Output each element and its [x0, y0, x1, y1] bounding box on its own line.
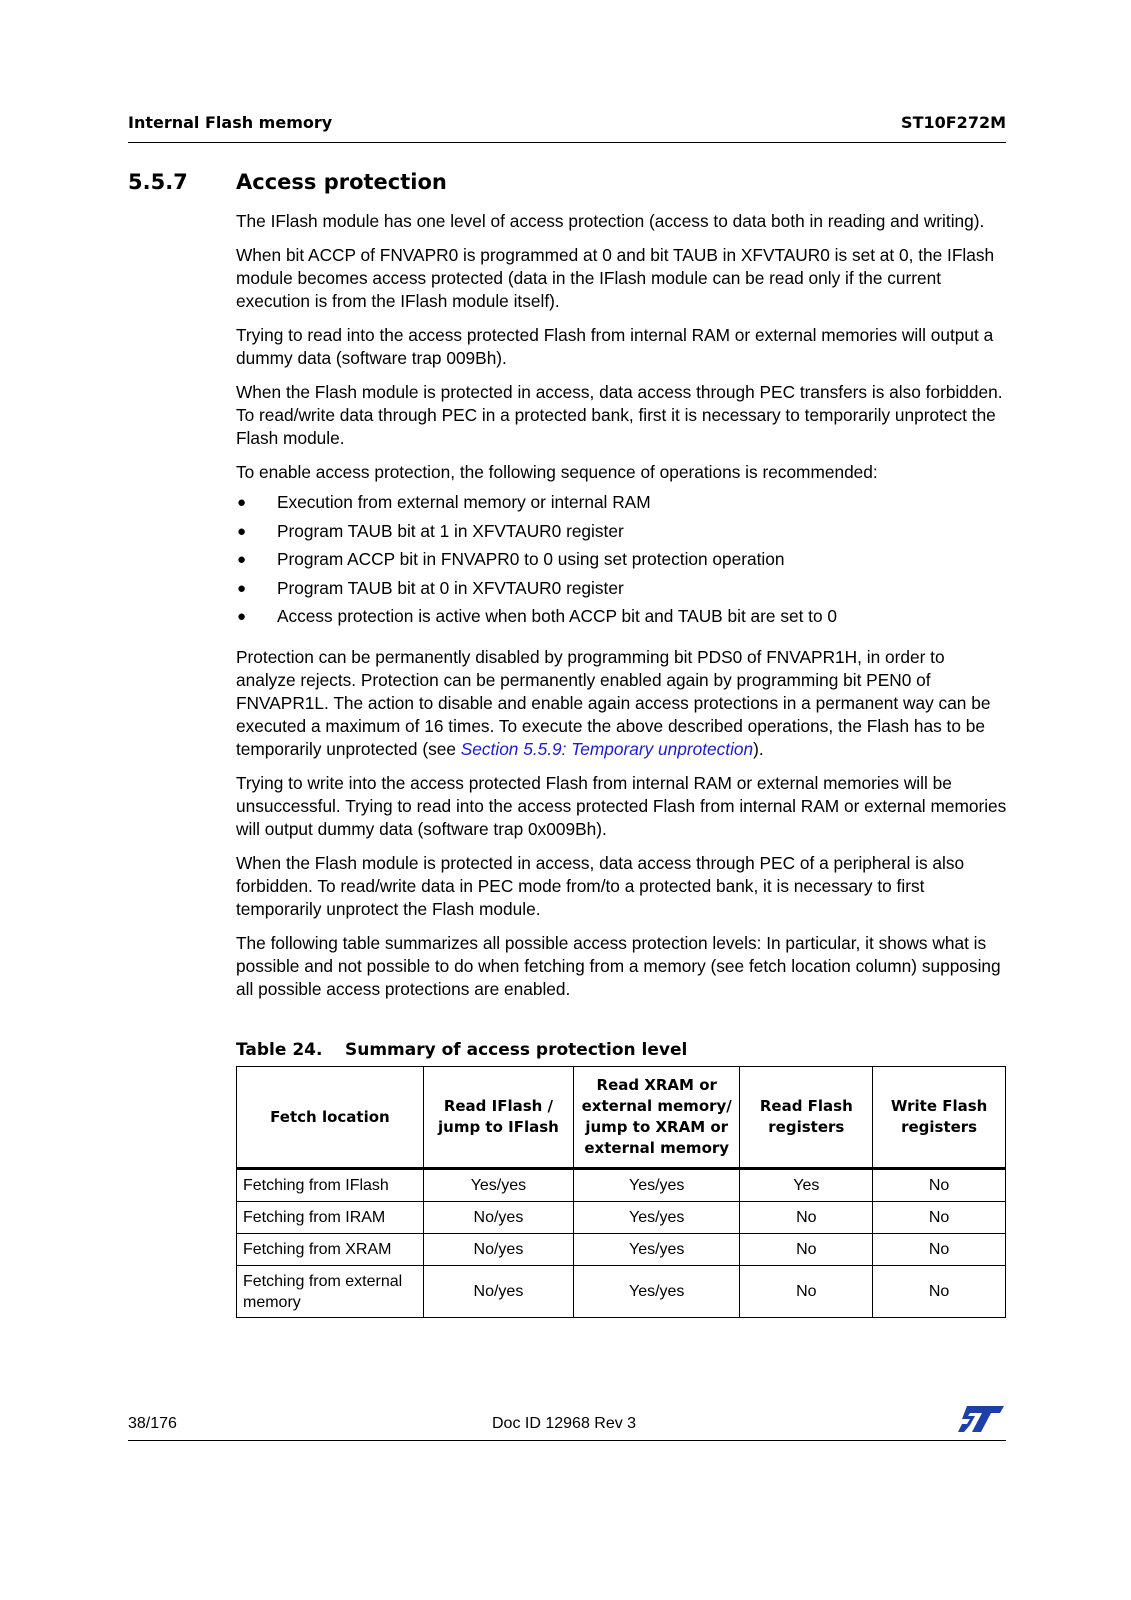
table-cell: Yes — [740, 1169, 873, 1202]
table-cell: Yes/yes — [573, 1169, 739, 1202]
section-heading — [128, 170, 447, 194]
table-cell: Fetching from external memory — [237, 1266, 424, 1318]
section-link[interactable]: Section 5.5.9: Temporary unprotection — [460, 738, 754, 759]
column-header: Write Flash registers — [873, 1067, 1006, 1169]
bullet-icon: ● — [237, 522, 247, 540]
bullet-icon: ● — [237, 579, 247, 597]
sequence-list — [236, 491, 1008, 634]
table-cell: No — [740, 1266, 873, 1318]
paragraph: Protection can be permanently disabled by programming bit PDS0 of FNVAPR1H, in order to analyze rejects. Protection can be permanently enabled again by programming bit PEN0 of FNVAPR1L. The action to disable and enable again access protections in a permanent way can be executed a maximum of 16 times. To execute the above described operations, the Flash has to be temporarily unprotected (see Section 5.5.9: Temporary unprotection). — [236, 646, 991, 759]
table-cell: Yes/yes — [573, 1266, 739, 1318]
table-cell: Yes/yes — [573, 1234, 739, 1266]
table-cell: No — [873, 1169, 1006, 1202]
bullet-icon: ● — [237, 608, 247, 625]
table-number: Table 24. — [236, 1040, 323, 1060]
table-cell: No — [873, 1202, 1006, 1234]
access-protection-table — [236, 1066, 1006, 1318]
paragraph: When the Flash module is protected in access, data access through PEC of a peripheral is also forbidden. To read/write data in PEC mode from/to a protected bank, it is necessary to first temporarily unprotect the Flash module. — [236, 852, 965, 919]
list-item: ● Program TAUB bit at 0 in XFVTAUR0 register — [237, 577, 624, 598]
paragraph: To enable access protection, the following sequence of operations is recommended: — [236, 462, 878, 482]
column-header: Read IFlash / jump to IFlash — [423, 1067, 573, 1169]
list-item: ● Execution from external memory or internal RAM — [237, 492, 651, 512]
table-row — [237, 1202, 1006, 1234]
list-item: ● Program TAUB bit at 1 in XFVTAUR0 register — [237, 520, 624, 541]
table-cell: Yes/yes — [423, 1169, 573, 1202]
st-logo-icon — [958, 1405, 1004, 1433]
paragraph: When the Flash module is protected in access, data access through PEC transfers is also forbidden. To read/write data through PEC in a protected bank, first it is necessary to temporarily unprotect the Flash module. — [236, 382, 1003, 448]
section-number: 5.5.7 — [128, 170, 188, 194]
table-cell: No — [873, 1234, 1006, 1266]
list-item: ● Access protection is active when both ACCP bit and TAUB bit are set to 0 — [237, 606, 838, 626]
table-cell: No — [740, 1234, 873, 1266]
page-header — [128, 110, 1006, 143]
table-cell: No — [873, 1266, 1006, 1318]
paragraph: The following table summarizes all possible access protection levels: In particular, it shows what is possible and not possible to do when fetching from a memory (see fetch location column) supposing all possible access protections are enabled. — [236, 932, 1001, 999]
table-cell: No/yes — [423, 1234, 573, 1266]
paragraph: Trying to read into the access protected Flash from internal RAM or external memories will output a dummy data (software trap 009Bh). — [236, 325, 994, 368]
column-header: Read Flash registers — [740, 1067, 873, 1169]
bullet-icon: ● — [237, 494, 247, 511]
page-number: 38/176 — [128, 1415, 177, 1432]
header-section-title: Internal Flash memory — [128, 113, 333, 132]
document-id: Doc ID 12968 Rev 3 — [492, 1415, 637, 1432]
table-row — [237, 1234, 1006, 1266]
table-cell: Yes/yes — [573, 1202, 739, 1234]
table-caption — [236, 1040, 687, 1060]
table-cell: No/yes — [423, 1266, 573, 1318]
section-body — [236, 210, 1008, 1012]
header-part-number: ST10F272M — [901, 113, 1006, 132]
paragraph: The IFlash module has one level of access protection (access to data both in reading and writing). — [236, 211, 985, 231]
section-title: Access protection — [236, 170, 447, 194]
page-footer — [128, 1405, 1006, 1441]
bullet-icon: ● — [237, 551, 247, 568]
table-cell: No — [740, 1202, 873, 1234]
table-cell: Fetching from XRAM — [237, 1234, 424, 1266]
table-header-row — [237, 1067, 1006, 1169]
paragraph: Trying to write into the access protected Flash from internal RAM or external memories will be unsuccessful. Trying to read into the access protected Flash from internal RAM or external memories will output dummy data (software trap 0x009Bh). — [236, 772, 1007, 839]
table-cell: No/yes — [423, 1202, 573, 1234]
table-row — [237, 1169, 1006, 1202]
table-title: Summary of access protection level — [345, 1040, 688, 1060]
column-header: Read XRAM or external memory/ jump to XRAM or external memory — [573, 1067, 739, 1169]
column-header: Fetch location — [237, 1067, 424, 1169]
paragraph: When bit ACCP of FNVAPR0 is programmed at 0 and bit TAUB in XFVTAUR0 is set at 0, the IFlash module becomes access protected (data in the IFlash module can be read only if the current execution is from the IFlash module itself). — [236, 245, 995, 311]
table-cell: Fetching from IFlash — [237, 1169, 424, 1202]
list-item: ● Program ACCP bit in FNVAPR0 to 0 using set protection operation — [237, 549, 785, 569]
table-row — [237, 1266, 1006, 1318]
table-cell: Fetching from IRAM — [237, 1202, 424, 1234]
